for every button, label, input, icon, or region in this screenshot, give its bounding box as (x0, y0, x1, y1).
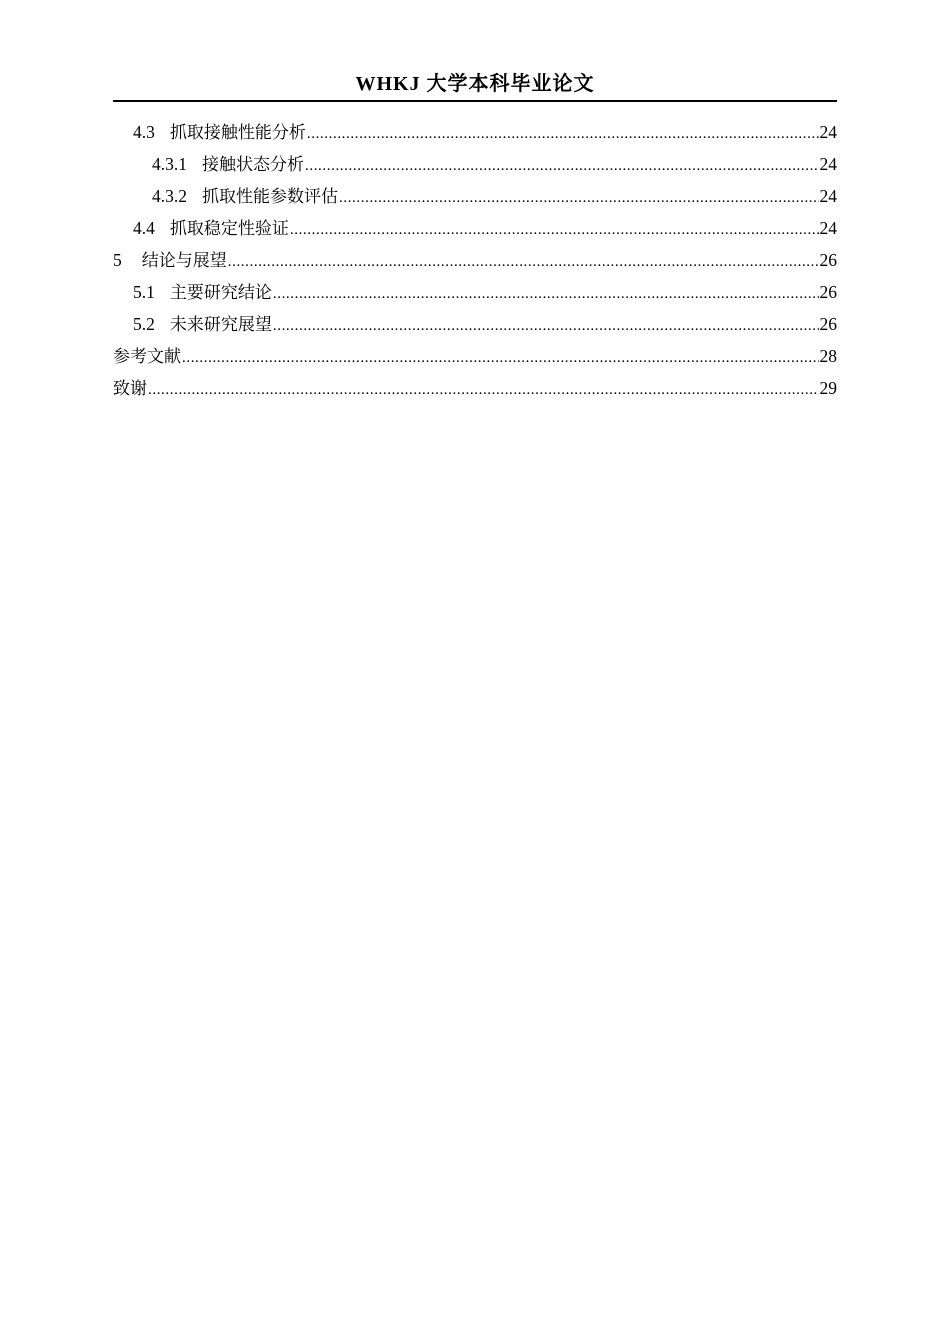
toc-dot-leader (307, 118, 819, 150)
toc-entry-number: 4.3.2 (152, 186, 187, 206)
toc-entry-number: 4.3.1 (152, 154, 187, 174)
toc-entry[interactable] (113, 276, 837, 308)
toc-entry-title: 结论与展望 (141, 251, 227, 271)
toc-entry[interactable] (113, 372, 837, 404)
toc-entry-page: 28 (819, 346, 837, 366)
toc-dot-leader (305, 150, 819, 182)
table-of-contents (113, 116, 837, 404)
header-title: WHKJ 大学本科毕业论文 (355, 73, 595, 95)
toc-dot-leader (228, 246, 819, 278)
toc-entry-title: 主要研究结论 (169, 283, 272, 303)
toc-entry-title: 致谢 (113, 379, 147, 399)
toc-entry-page: 26 (819, 314, 837, 334)
toc-entry-title: 接触状态分析 (202, 155, 304, 175)
toc-entry-page: 24 (819, 154, 837, 174)
toc-dot-leader (290, 214, 819, 246)
page-header (113, 70, 837, 102)
toc-entry[interactable] (113, 340, 837, 372)
toc-entry-number: 5.2 (133, 314, 155, 334)
toc-dot-leader (273, 310, 819, 342)
toc-entry-page: 26 (819, 250, 837, 270)
toc-entry-number: 4.4 (133, 218, 155, 238)
toc-entry-page: 29 (819, 378, 837, 398)
toc-entry[interactable] (113, 244, 837, 276)
toc-entry-page: 24 (819, 218, 837, 238)
toc-dot-leader (148, 374, 819, 406)
toc-entry-title: 抓取接触性能分析 (169, 123, 306, 143)
toc-entry-title: 参考文献 (113, 347, 181, 367)
toc-entry-page: 24 (819, 122, 837, 142)
toc-entry-title: 抓取性能参数评估 (202, 187, 338, 207)
toc-entry-page: 24 (819, 186, 837, 206)
toc-entry-page: 26 (819, 282, 837, 302)
toc-entry[interactable] (113, 308, 837, 340)
toc-entry-title: 未来研究展望 (169, 315, 272, 335)
toc-entry-title: 抓取稳定性验证 (169, 219, 289, 239)
toc-entry[interactable] (113, 180, 837, 212)
toc-entry-number: 5.1 (133, 282, 155, 302)
toc-entry[interactable] (113, 148, 837, 180)
toc-entry-number: 4.3 (133, 122, 155, 142)
toc-dot-leader (339, 182, 819, 214)
toc-dot-leader (273, 278, 819, 310)
toc-entry[interactable] (113, 212, 837, 244)
toc-entry[interactable] (113, 116, 837, 148)
toc-dot-leader (182, 342, 819, 374)
toc-entry-number: 5 (113, 250, 122, 270)
